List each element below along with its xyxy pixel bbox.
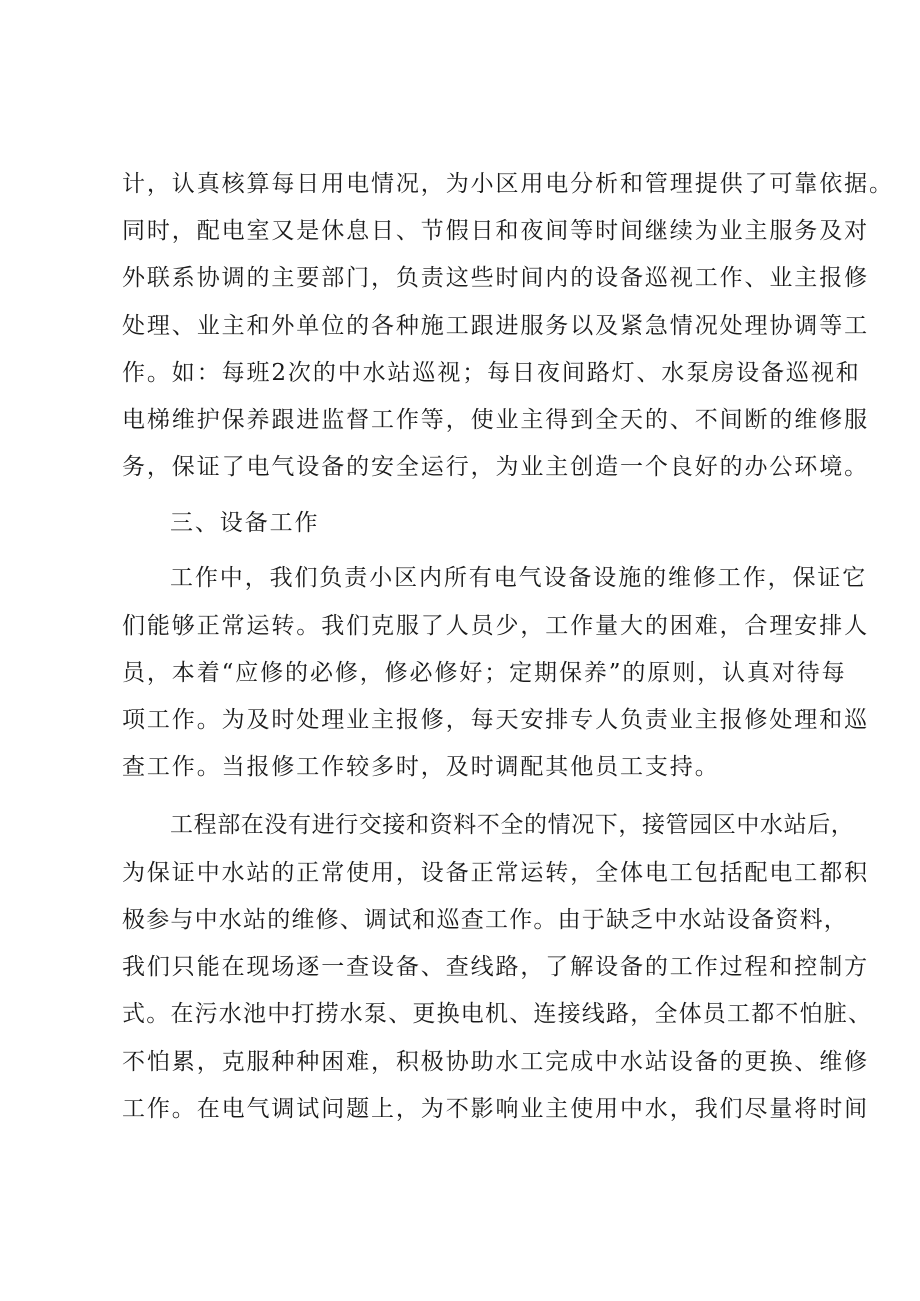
text-line: 式。在污水池中打捞水泵、更换电机、连接线路，全体员工都不怕脏、 <box>122 1001 873 1027</box>
text-line: 作。如：每班2次的中水站巡视；每日夜间路灯、水泵房设备巡视和 <box>122 360 861 386</box>
text-line: 不怕累，克服种种困难，积极协助水工完成中水站设备的更换、维修 <box>122 1049 869 1075</box>
text-line: 员，本着“应修的必修，修必修好；定期保养”的原则，认真对待每 <box>122 660 847 686</box>
paragraph-first-line: 工作中，我们负责小区内所有电气设备设施的维修工作，保证它 <box>170 565 868 591</box>
text-line: 工作。在电气调试问题上，为不影响业主使用中水，我们尽量将时间 <box>122 1096 869 1122</box>
text-line: 同时，配电室又是休息日、节假日和夜间等时间继续为业主服务及对 <box>122 218 869 244</box>
text-line: 查工作。当报修工作较多时，及时调配其他员工支持。 <box>122 754 720 780</box>
text-line: 们能够正常运转。我们克服了人员少，工作量大的困难，合理安排人 <box>122 613 869 639</box>
text-line: 项工作。为及时处理业主报修，每天安排专人负责业主报修处理和巡 <box>122 707 869 733</box>
text-line: 电梯维护保养跟进监督工作等，使业主得到全天的、不间断的维修服 <box>122 407 869 433</box>
text-line: 极参与中水站的维修、调试和巡查工作。由于缺乏中水站设备资料， <box>122 907 848 933</box>
text-line: 为保证中水站的正常使用，设备正常运转，全体电工包括配电工都积 <box>122 860 869 886</box>
text-line: 外联系协调的主要部门，负责这些时间内的设备巡视工作、业主报修 <box>122 265 869 291</box>
text-line: 务，保证了电气设备的安全运行，为业主创造一个良好的办公环境。 <box>122 454 869 480</box>
text-line: 处理、业主和外单位的各种施工跟进服务以及紧急情况处理协调等工 <box>122 313 869 339</box>
section-heading: 三、设备工作 <box>170 510 320 536</box>
paragraph-first-line: 工程部在没有进行交接和资料不全的情况下，接管园区中水站后， <box>170 812 855 838</box>
text-line: 我们只能在现场逐一查设备、查线路，了解设备的工作过程和控制方 <box>122 954 869 980</box>
text-line: 计，认真核算每日用电情况，为小区用电分析和管理提供了可靠依据。 <box>122 171 894 197</box>
